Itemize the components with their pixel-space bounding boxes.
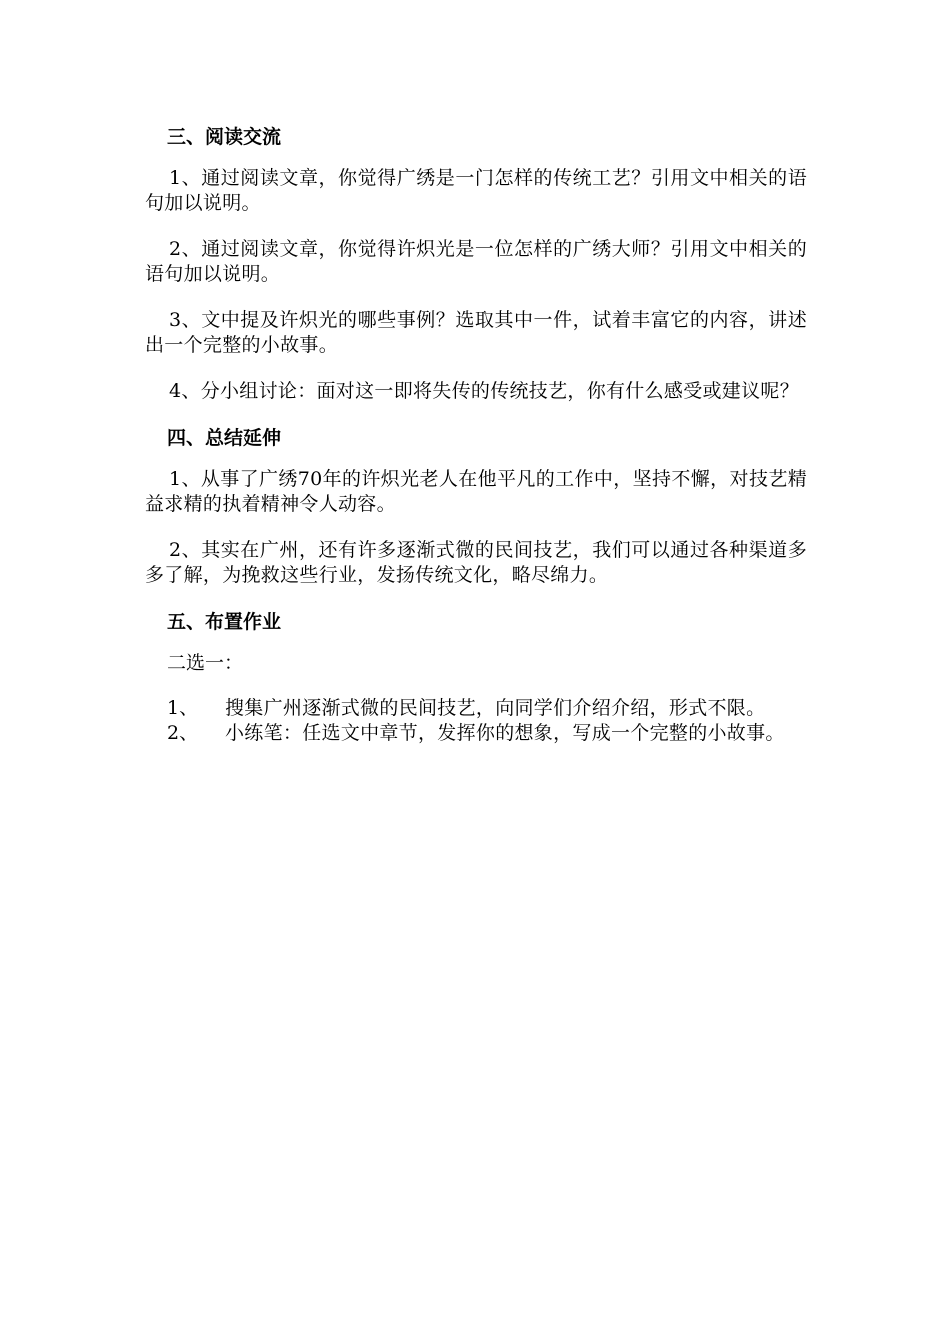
section-heading-summary: 四、总结延伸 [167, 427, 282, 449]
homework-item [145, 696, 807, 721]
homework-item-text: 搜集广州逐渐式微的民间技艺，向同学们介绍介绍，形式不限。 [225, 697, 766, 719]
reading-question-2: 2、通过阅读文章，你觉得许炽光是一位怎样的广绣大师？引用文中相关的语句加以说明。 [145, 238, 807, 285]
section-heading-homework: 五、布置作业 [167, 611, 282, 633]
homework-intro: 二选一： [167, 652, 244, 674]
reading-question-3: 3、文中提及许炽光的哪些事例？选取其中一件，试着丰富它的内容，讲述出一个完整的小故事。 [145, 309, 807, 356]
homework-item [145, 721, 807, 746]
homework-item-text: 小练笔：任选文中章节，发挥你的想象，写成一个完整的小故事。 [225, 722, 785, 744]
summary-point-1: 1、从事了广绣70年的许炽光老人在他平凡的工作中，坚持不懈，对技艺精益求精的执着精神令人动容。 [145, 468, 807, 515]
document-page [145, 124, 807, 746]
reading-question-4: 4、分小组讨论：面对这一即将失传的传统技艺，你有什么感受或建议呢？ [169, 380, 799, 402]
summary-point-2: 2、其实在广州，还有许多逐渐式微的民间技艺，我们可以通过各种渠道多多了解，为挽救这些行业，发扬传统文化，略尽绵力。 [145, 539, 807, 586]
reading-question-1: 1、通过阅读文章，你觉得广绣是一门怎样的传统工艺？引用文中相关的语句加以说明。 [145, 167, 807, 214]
section-heading-reading-exchange: 三、阅读交流 [167, 126, 282, 148]
homework-item-number: 1、 [167, 697, 199, 719]
homework-item-number: 2、 [167, 722, 199, 744]
